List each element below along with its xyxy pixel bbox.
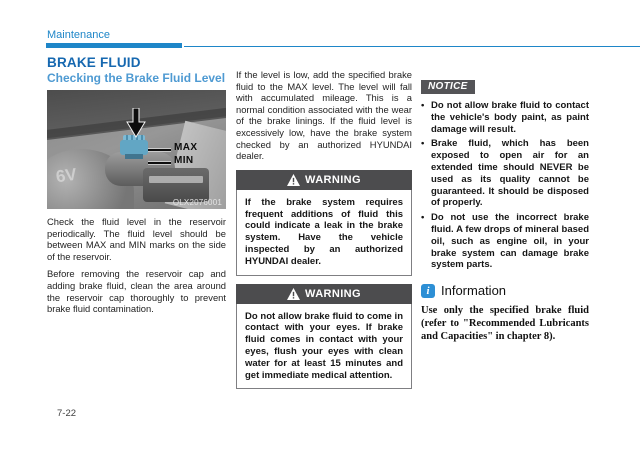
- warning-icon: [287, 288, 300, 300]
- min-mark-label: MIN: [174, 155, 194, 166]
- section-title: BRAKE FLUID: [47, 55, 141, 70]
- down-arrow-icon: [126, 108, 146, 138]
- paragraph: Check the fluid level in the reservoir periodically. The fluid level should be between MAX and MIN marks on the side of the reservoir.: [47, 216, 226, 262]
- warning-text: If the brake system requires frequent additions of fluid this could indicate a leak in the brake system. Have the vehicle inspected by an authorized HYUNDAI dealer.: [236, 190, 412, 276]
- warning-title: WARNING: [305, 287, 361, 300]
- info-icon: i: [421, 284, 435, 298]
- paragraph: Before removing the reservoir cap and adding brake fluid, clean the area around the reservoir cap thoroughly to prevent brake fluid contamination.: [47, 268, 226, 315]
- information-section: [421, 283, 589, 343]
- figure-code: OLX2076001: [172, 198, 222, 207]
- warning-box: [236, 170, 412, 276]
- max-leader-line: [148, 149, 171, 151]
- max-mark-label: MAX: [174, 142, 198, 153]
- notice-item: • Do not allow brake fluid to contact the vehicle's body paint, as paint damage will result.: [421, 100, 589, 135]
- reservoir-body-shape: [143, 168, 209, 202]
- notice-item: • Brake fluid, which has been exposed to open air for an extended time should NEVER be used as its quality cannot be guaranteed. It should be disposed of properly.: [421, 138, 589, 209]
- warning-text: Do not allow brake fluid to come in contact with your eyes. If brake fluid comes in contact with your eyes, flush your eyes with clean water for at least 15 minutes and get immediate medical attention.: [236, 304, 412, 390]
- header-rule-line: [184, 46, 640, 47]
- paragraph: If the level is low, add the specified brake fluid to the MAX level. The level will fall with accumulated mileage. This is a normal condition associated with the wear of the brake linings. If the fluid level is excessively low, have the brake system checked by an authorized HYUNDAI dealer.: [236, 69, 412, 162]
- information-title: Information: [441, 283, 507, 299]
- running-header: Maintenance: [47, 29, 110, 41]
- right-column: [421, 76, 589, 343]
- warning-header: [236, 284, 412, 304]
- reservoir-cap: [120, 140, 148, 155]
- information-text: Use only the specified brake fluid (refer to "Recommended Lubricants and Capacities" in chapter 8).: [421, 305, 589, 343]
- min-leader-line: [148, 162, 171, 164]
- middle-column: [236, 69, 412, 389]
- notice-list: [421, 100, 589, 271]
- warning-icon: [287, 174, 300, 186]
- left-column: [47, 55, 226, 321]
- reservoir-label-strip: [149, 176, 203, 183]
- header-accent-bar: [46, 43, 182, 48]
- engine-cover-label: 6V: [54, 164, 78, 187]
- notice-item: • Do not use the incorrect brake fluid. A few drops of mineral based oil, such as engine oil, in your brake system can damage brake system parts.: [421, 212, 589, 271]
- notice-badge: NOTICE: [421, 80, 475, 94]
- warning-title: WARNING: [305, 173, 361, 186]
- section-subtitle: Checking the Brake Fluid Level: [47, 71, 226, 85]
- engine-bay-photo: [47, 90, 226, 209]
- reservoir-cap-base: [125, 154, 143, 159]
- information-header: [421, 283, 589, 298]
- warning-header: [236, 170, 412, 190]
- page-number: 7-22: [57, 408, 77, 419]
- warning-box: [236, 284, 412, 390]
